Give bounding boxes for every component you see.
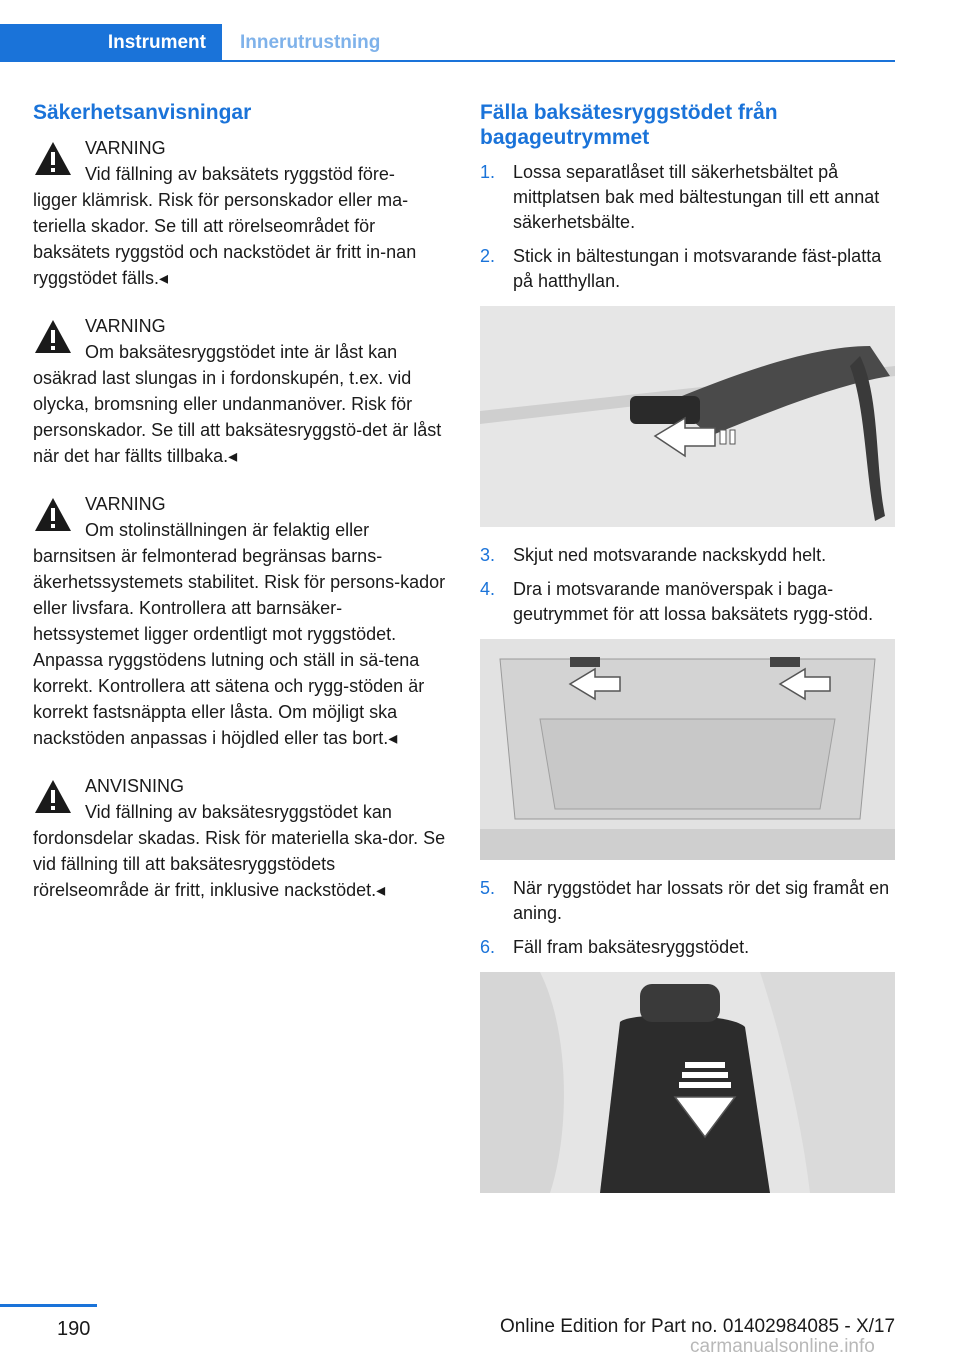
illustration-seat-fold (480, 972, 895, 1193)
list-item (480, 876, 895, 926)
step-number: 1. (480, 162, 496, 182)
warning-first-line: Om stolinställningen är felaktig eller (85, 520, 370, 540)
warning-triangle-icon (33, 317, 73, 357)
warning-triangle-icon (33, 777, 73, 817)
notice-first-line: Vid fällning av baksätesryggstödet kan (85, 802, 392, 822)
list-item (480, 244, 895, 294)
list-item (480, 160, 895, 235)
step-text: Fäll fram baksätesryggstödet. (513, 937, 750, 957)
step-number: 3. (480, 545, 496, 565)
step-number: 4. (480, 579, 496, 599)
header-rule (0, 60, 895, 62)
seat-illustration (480, 972, 895, 1193)
warning-text: ligger klämrisk. Risk för personskador eller ma-teriella skador. Se till att rörelseområdet för baksätets ryggstöd och nackstödet är fritt in-nan ryggstödet fälls.◂ (33, 190, 417, 288)
step-text: Skjut ned motsvarande nackskydd helt. (513, 545, 827, 565)
section-heading-safety: Säkerhetsanvisningar (33, 101, 252, 124)
warning-block (33, 491, 448, 751)
steps-list-c (480, 876, 895, 960)
step-number: 6. (480, 937, 496, 957)
warning-triangle-icon (33, 495, 73, 535)
section-heading-fold: Fälla baksätesryggstödet från bagageutrymmet (480, 101, 778, 149)
warning-label: VARNING (85, 138, 166, 158)
step-text: Dra i motsvarande manöverspak i baga-geutrymmet för att lossa baksätets rygg-stöd. (513, 579, 874, 624)
step-number: 2. (480, 246, 496, 266)
page-number: 190 (57, 1318, 91, 1340)
watermark: carmanualsonline.info (690, 1336, 875, 1357)
page-number-rule (0, 1304, 97, 1307)
step-text: Stick in bältestungan i motsvarande fäst-platta på hatthyllan. (513, 246, 882, 291)
warning-text: osäkrad last slungas in i fordonskupén, t.ex. vid olycka, bromsning eller undanmanöver. Risk för personskador. Se till att baksätesryggstö-det är låst när det har fällts tillbaka.◂ (33, 368, 442, 466)
edition-footer: Online Edition for Part no. 01402984085 - X/17 (500, 1316, 896, 1337)
notice-text: fordonsdelar skadas. Risk för materiella ska-dor. Se vid fällning till att baksätesryggstödets rörelseområde är fritt, inklusive nackstödet.◂ (33, 828, 446, 900)
notice-block (33, 773, 448, 903)
warning-first-line: Vid fällning av baksätets ryggstöd före- (85, 164, 395, 184)
right-column (480, 100, 895, 1209)
list-item (480, 543, 895, 568)
warning-triangle-icon (33, 139, 73, 179)
tab-instrument[interactable]: Instrument (0, 24, 222, 62)
step-number: 5. (480, 878, 496, 898)
steps-list-a (480, 160, 895, 294)
step-text: När ryggstödet har lossats rör det sig framåt en aning. (513, 878, 890, 923)
steps-list-b (480, 543, 895, 627)
warning-first-line: Om baksätesryggstödet inte är låst kan (85, 342, 398, 362)
belt-illustration (480, 306, 895, 527)
warning-text: barnsitsen är felmonterad begränsas barns-äkerhetssystemets stabilitet. Risk för persons-kador eller livsfara. Kontrollera att barnsäker-hetssystemet ligger ordentligt mot ryggstödet. Anpassa ryggstödens lutning och ställ in sä-tena korrekt. Kontrollera att sätena och rygg-stöden är korrekt fastsnäppta eller låsta. Om möjligt ska nackstöden anpassas i höjdled eller tas bort.◂ (33, 546, 446, 748)
warning-block (33, 135, 448, 291)
tab-innerutrustning[interactable]: Innerutrustning (240, 32, 381, 53)
notice-label: ANVISNING (85, 776, 185, 796)
warning-label: VARNING (85, 316, 166, 336)
chapter-header (0, 24, 895, 62)
illustration-belt-tongue (480, 306, 895, 527)
illustration-trunk-levers (480, 639, 895, 860)
list-item (480, 577, 895, 627)
step-text: Lossa separatlåset till säkerhetsbältet på mittplatsen bak med bältestungan till ett annat säkerhetsbälte. (513, 162, 880, 232)
list-item (480, 935, 895, 960)
left-column (33, 100, 448, 925)
warning-block (33, 313, 448, 469)
trunk-illustration (480, 639, 895, 860)
warning-label: VARNING (85, 494, 166, 514)
